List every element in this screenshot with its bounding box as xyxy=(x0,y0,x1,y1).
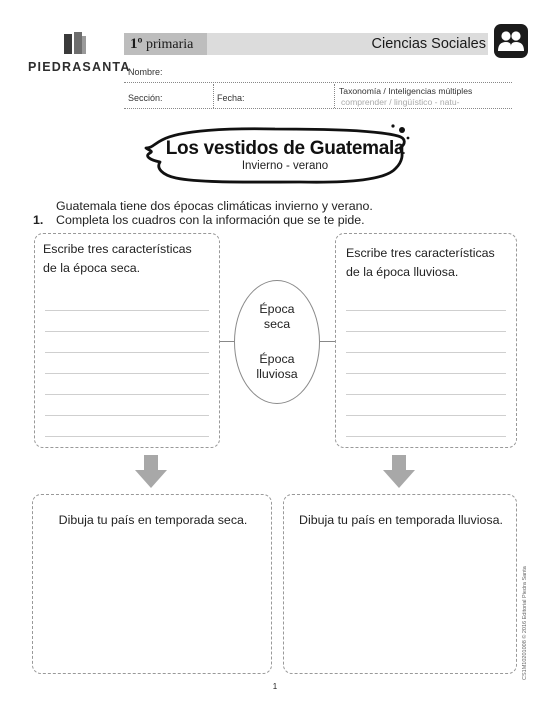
arrow-down-icon xyxy=(382,455,416,489)
name-label: Nombre: xyxy=(128,67,163,77)
writing-line[interactable] xyxy=(45,415,209,416)
publisher-logo-icon xyxy=(62,30,88,56)
section-line[interactable] xyxy=(124,108,512,109)
rainy-season-label xyxy=(234,352,320,382)
dry-drawing-instruction: Dibuja tu país en temporada seca. xyxy=(58,513,248,527)
season-ellipse xyxy=(234,280,320,404)
dry-label-line-2: seca xyxy=(263,317,291,331)
writing-line[interactable] xyxy=(45,373,209,374)
dry-instruction-line-1: Escribe tres características xyxy=(43,242,192,256)
question-text: Completa los cuadros con la información que se te pide. xyxy=(56,213,365,227)
section-label: Sección: xyxy=(128,93,163,103)
field-divider xyxy=(334,84,335,108)
connector-line-right xyxy=(320,341,335,342)
group-people-icon xyxy=(494,24,528,58)
rainy-drawing-box[interactable] xyxy=(283,494,517,674)
writing-line[interactable] xyxy=(346,415,506,416)
writing-line[interactable] xyxy=(45,352,209,353)
dry-season-box[interactable] xyxy=(34,233,220,448)
writing-line[interactable] xyxy=(45,436,209,437)
publisher-name: PIEDRASANTA xyxy=(28,60,131,74)
question-number: 1. xyxy=(33,213,44,227)
intro-text: Guatemala tiene dos épocas climáticas invierno y verano. xyxy=(56,199,373,213)
dry-instruction-line-2: de la época seca. xyxy=(43,261,141,275)
rainy-instruction-line-1: Escribe tres características xyxy=(346,246,495,260)
page-number: 1 xyxy=(272,682,278,691)
grade-level: primaria xyxy=(145,37,194,52)
dry-season-instruction xyxy=(43,240,192,278)
rainy-season-instruction xyxy=(346,244,495,282)
rainy-label-line-2: lluviosa xyxy=(256,367,298,381)
taxonomy-label: Taxonomía / Inteligencias múltiples xyxy=(339,86,473,96)
grade-number: 1º xyxy=(130,36,143,52)
worksheet-subtitle: Invierno - verano xyxy=(241,160,329,172)
writing-line[interactable] xyxy=(346,310,506,311)
writing-line[interactable] xyxy=(346,352,506,353)
connector-line-left xyxy=(220,341,234,342)
writing-line[interactable] xyxy=(346,373,506,374)
taxonomy-value: comprender / lingüístico - natu- xyxy=(341,97,460,107)
writing-line[interactable] xyxy=(346,436,506,437)
writing-line[interactable] xyxy=(45,394,209,395)
rainy-season-box[interactable] xyxy=(335,233,517,448)
subject-title: Ciencias Sociales xyxy=(371,36,486,52)
dry-drawing-box[interactable] xyxy=(32,494,272,674)
date-label: Fecha: xyxy=(217,93,245,103)
writing-line[interactable] xyxy=(346,331,506,332)
rainy-label-line-1: Época xyxy=(259,352,295,366)
field-divider xyxy=(213,84,214,108)
grade-label xyxy=(124,33,207,55)
writing-line[interactable] xyxy=(45,331,209,332)
worksheet-title: Los vestidos de Guatemala xyxy=(165,138,405,159)
copyright-code: CS1M10201008 © 2016 Editorial Piedra Santa xyxy=(522,566,528,680)
name-line[interactable] xyxy=(124,82,512,83)
rainy-drawing-instruction: Dibuja tu país en temporada lluviosa. xyxy=(299,513,503,527)
arrow-down-icon xyxy=(134,455,168,489)
rainy-instruction-line-2: de la época lluviosa. xyxy=(346,265,459,279)
writing-line[interactable] xyxy=(346,394,506,395)
writing-line[interactable] xyxy=(45,310,209,311)
dry-label-line-1: Época xyxy=(259,302,295,316)
dry-season-label xyxy=(234,302,320,332)
